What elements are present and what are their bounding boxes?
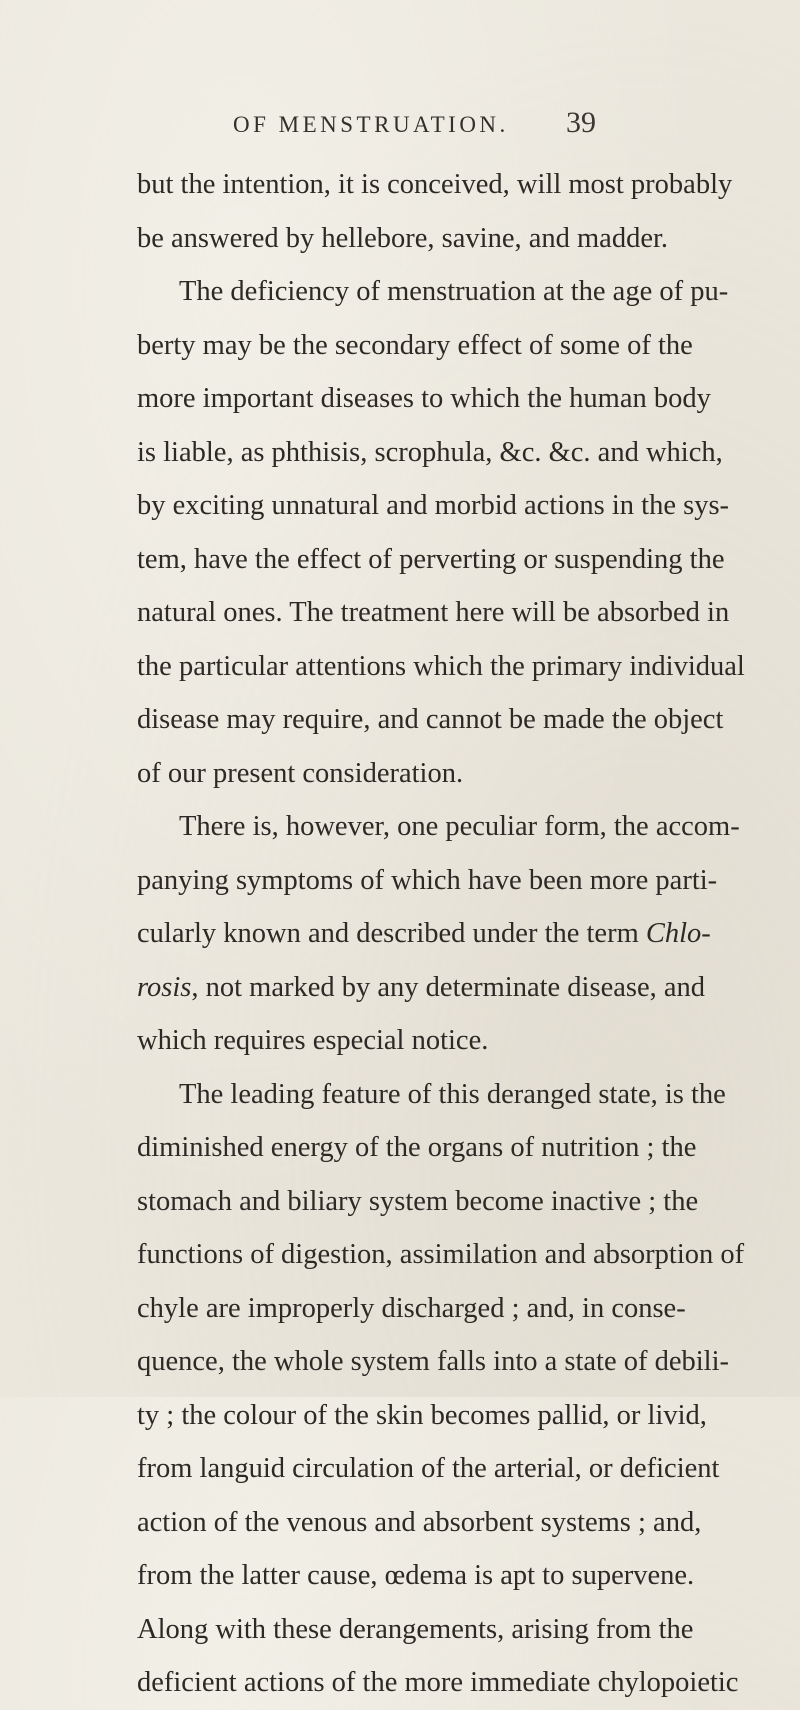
text-line: ty ; the colour of the skin becomes pallid, or livid, [137, 1399, 707, 1431]
italic-term: rosis [137, 971, 192, 1003]
paragraph-start-line: The deficiency of menstruation at the age of pu- [179, 276, 729, 307]
text-line: of our present consideration. [137, 757, 464, 789]
text-line: but the intention, it is conceived, will most probably [137, 169, 733, 200]
text-line: stomach and biliary system become inactive ; the [137, 1185, 699, 1217]
text-segment: , not marked by any determinate disease, and [191, 971, 706, 1003]
text-line: deficient actions of the more immediate chylopoietic [137, 1667, 739, 1698]
running-head [0, 106, 800, 152]
text-line-with-italic [137, 961, 706, 1015]
running-title: OF MENSTRUATION. [233, 112, 509, 137]
text-line: panying symptoms of which have been more parti- [137, 864, 718, 896]
text-line: functions of digestion, assimilation and absorption of [137, 1239, 745, 1270]
paragraph-start-line: There is, however, one peculiar form, the accom- [179, 811, 740, 842]
italic-term: Chlo- [645, 918, 711, 949]
text-line: the particular attentions which the primary individual [137, 650, 745, 682]
paragraph-start-line: The leading feature of this deranged state, is the [179, 1078, 726, 1110]
text-line: action of the venous and absorbent systems ; and, [137, 1506, 702, 1538]
text-line: from the latter cause, œdema is apt to supervene. [137, 1560, 695, 1591]
text-line: disease may require, and cannot be made the object [137, 704, 724, 735]
text-line: is liable, as phthisis, scrophula, &c. &c. and which, [137, 436, 723, 468]
text-line: more important diseases to which the human body [137, 383, 711, 414]
text-line: chyle are improperly discharged ; and, in conse- [137, 1292, 686, 1324]
text-body [137, 158, 745, 1710]
text-line: which requires especial notice. [137, 1025, 489, 1056]
text-line: Along with these derangements, arising from the [137, 1613, 694, 1645]
text-segment: cularly known and described under the term [137, 918, 639, 949]
text-line: be answered by hellebore, savine, and madder. [137, 222, 669, 254]
text-line: diminished energy of the organs of nutrition ; the [137, 1132, 697, 1163]
text-line: tem, have the effect of perverting or suspending the [137, 543, 725, 575]
page-number: 39 [566, 106, 596, 139]
text-line: berty may be the secondary effect of some of the [137, 329, 693, 361]
text-line: by exciting unnatural and morbid actions in the sys- [137, 490, 730, 521]
text-line: natural ones. The treatment here will be absorbed in [137, 597, 730, 628]
text-line-with-italic [137, 907, 711, 961]
text-line: quence, the whole system falls into a state of debili- [137, 1346, 730, 1377]
text-line: from languid circulation of the arterial, or deficient [137, 1453, 720, 1484]
